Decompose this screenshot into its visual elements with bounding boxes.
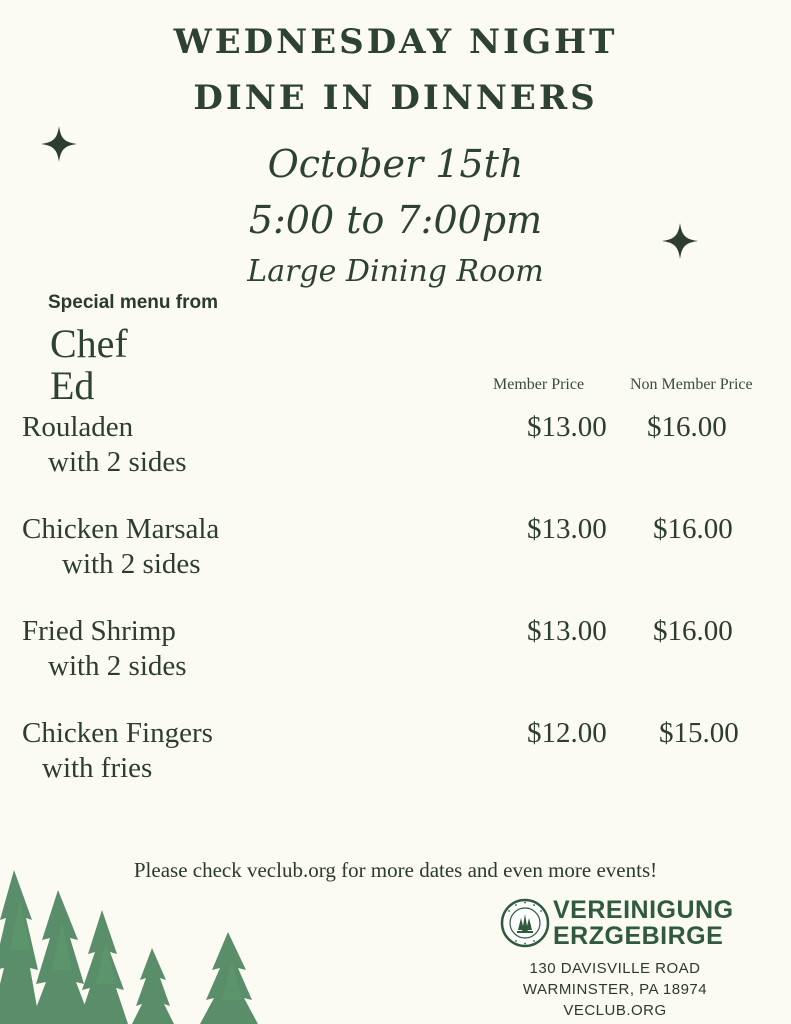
title-line-1: WEDNESDAY NIGHT	[173, 22, 618, 62]
chef-line-2: Ed	[50, 363, 95, 408]
vereinigung-seal-logo	[500, 898, 550, 948]
nonmember-price: $16.00	[653, 513, 733, 545]
member-price: $13.00	[527, 513, 607, 545]
nonmember-price: $16.00	[653, 615, 733, 647]
footer-note: Please check veclub.org for more dates and even more events!	[133, 858, 658, 882]
event-time: 5:00 to 7:00pm	[248, 198, 543, 242]
member-price: $12.00	[527, 717, 607, 749]
org-name-line-1: VEREINIGUNG	[553, 896, 734, 924]
event-location: Large Dining Room	[247, 254, 544, 289]
menu-item-name: Chicken Marsala	[22, 513, 220, 545]
menu-intro: Special menu from	[48, 292, 218, 313]
menu-item-name: Rouladen	[22, 411, 134, 443]
menu-item-name: Fried Shrimp	[22, 615, 176, 647]
menu-item-side: with 2 sides	[48, 650, 187, 682]
nonmember-price-header: Non Member Price	[630, 376, 753, 393]
event-date: October 15th	[267, 142, 524, 186]
org-name-line-2: ERZGEBIRGE	[553, 922, 724, 950]
member-price-header: Member Price	[493, 376, 585, 393]
nonmember-price: $16.00	[647, 411, 727, 443]
member-price: $13.00	[527, 411, 607, 443]
menu-item-side: with fries	[42, 752, 153, 784]
address-line-2: WARMINSTER, PA 18974	[522, 981, 708, 998]
menu-item-side: with 2 sides	[48, 446, 187, 478]
member-price: $13.00	[527, 615, 607, 647]
menu-item-side: with 2 sides	[62, 548, 201, 580]
chef-line-1: Chef	[50, 321, 128, 366]
pine-trees-illustration	[0, 860, 270, 1024]
website-link[interactable]: VECLUB.ORG	[563, 1002, 667, 1019]
title-line-2: DINE IN DINNERS	[193, 78, 598, 118]
menu-item-name: Chicken Fingers	[22, 717, 213, 749]
address-line-1: 130 DAVISVILLE ROAD	[529, 960, 701, 977]
nonmember-price: $15.00	[659, 717, 739, 749]
